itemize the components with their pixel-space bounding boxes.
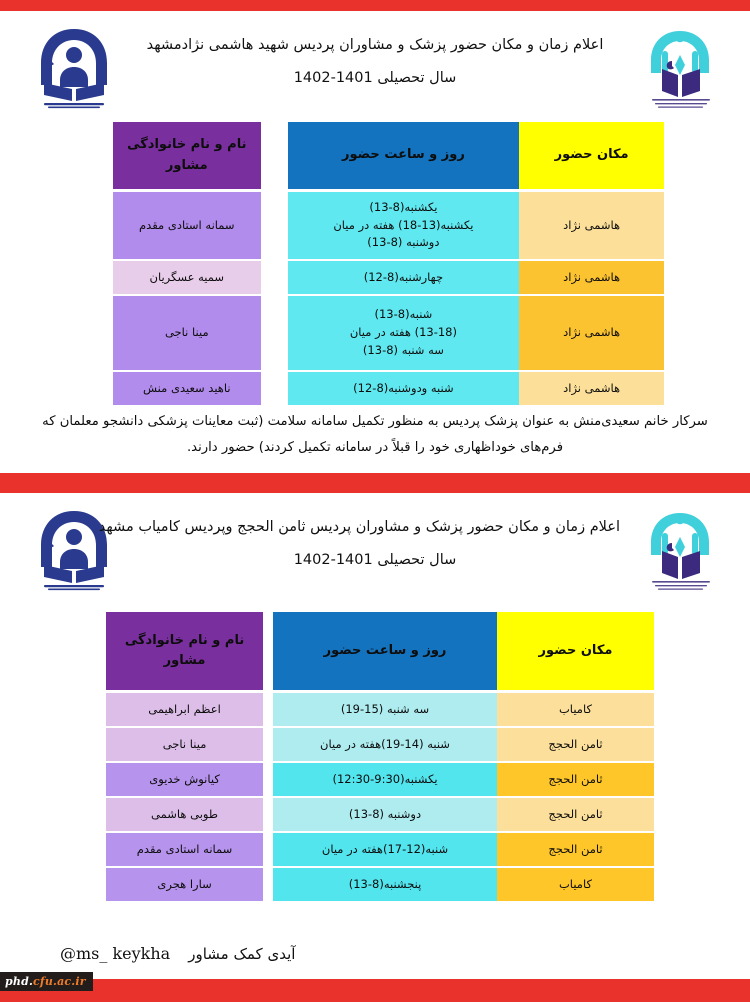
table-1-column-day-time bbox=[288, 122, 520, 407]
table-row: ثامن الحجج bbox=[497, 728, 654, 761]
table-row: سمانه استادی مقدم bbox=[113, 192, 261, 259]
table-row: یکشنبه(9:30-12:30) bbox=[273, 763, 497, 796]
table-row bbox=[288, 296, 520, 370]
table-row: سارا هجری bbox=[106, 868, 263, 901]
table-2-header-time: روز و ساعت حضور bbox=[273, 612, 497, 690]
table-row: شنبه (14-19)هفته در میان bbox=[273, 728, 497, 761]
table-row: هاشمی نژاد bbox=[519, 296, 664, 370]
table-row: طوبی هاشمی bbox=[106, 798, 263, 831]
table-row: شنبه(12-17)هفته در میان bbox=[273, 833, 497, 866]
time-line: (13-18) هفته در میان bbox=[349, 325, 457, 340]
schedule-table-2 bbox=[96, 612, 654, 903]
table-row bbox=[288, 192, 520, 259]
table-2-header-name: نام و نام خانوادگی مشاور bbox=[106, 612, 263, 690]
contact-label: آیدی کمک مشاور bbox=[188, 945, 296, 963]
time-line: شنبه(8-13) bbox=[374, 307, 433, 322]
table-row: ثامن الحجج bbox=[497, 833, 654, 866]
section-1-title-line-2: سال تحصیلی 1401-1402 bbox=[293, 70, 457, 87]
table-row: اعظم ابراهیمی bbox=[106, 693, 263, 726]
table-row: ثامن الحجج bbox=[497, 798, 654, 831]
table-2-header-place: مکان حضور bbox=[497, 612, 654, 690]
watermark-domain: cfu.ac.ir bbox=[33, 975, 86, 988]
watermark-prefix: phd. bbox=[5, 975, 34, 988]
table-row: دوشنبه (8-13) bbox=[273, 798, 497, 831]
table-row: هاشمی نژاد bbox=[519, 261, 664, 294]
counselor-contact-line bbox=[60, 944, 295, 963]
red-bar-top bbox=[0, 0, 750, 11]
farhangian-university-logo bbox=[28, 25, 120, 111]
table-1-column-counselor-name bbox=[113, 122, 261, 407]
table-row: هاشمی نژاد bbox=[519, 192, 664, 259]
table-row: چهارشنبه(8-12) bbox=[288, 261, 520, 294]
section-2-title-line-1: اعلام زمان و مکان حضور پزشک و مشاوران پردیس ثامن الحجج وپردیس کامیاب مشهد bbox=[98, 519, 620, 535]
section-1-header-band bbox=[0, 11, 750, 111]
red-bar-separator bbox=[0, 473, 750, 493]
table-row: شنبه ودوشنبه(8-12) bbox=[288, 372, 520, 405]
schedule-section-hashemi-nejad bbox=[0, 11, 750, 473]
table-2-column-counselor-name bbox=[106, 612, 263, 903]
section-1-note: سرکار خانم سعیدی‌منش به عنوان پزشک پردیس به منظور تکمیل سامانه سلامت (ثبت معاینات پزشکی دانشجو معلمان که فرم‌های خوداظهاری خود را قبلاً در سامانه تکمیل کردند) حضور دارند. bbox=[42, 414, 708, 455]
schedule-table-1 bbox=[86, 122, 664, 407]
table-row: هاشمی نژاد bbox=[519, 372, 664, 405]
time-line: یکشنبه(13-18) هفته در میان bbox=[333, 217, 474, 232]
table-1-header-name: نام و نام خانوادگی مشاور bbox=[113, 122, 261, 189]
section-1-title bbox=[130, 35, 620, 89]
section-2-title bbox=[98, 517, 620, 571]
section-2-title-line-2: سال تحصیلی 1401-1402 bbox=[293, 552, 457, 569]
table-row: سمانه استادی مقدم bbox=[106, 833, 263, 866]
telegram-handle[interactable]: @ms_ keykha bbox=[60, 944, 171, 963]
site-watermark bbox=[0, 972, 93, 991]
table-row: ثامن الحجج bbox=[497, 763, 654, 796]
section-1-title-line-1: اعلام زمان و مکان حضور پزشک و مشاوران پردیس شهید هاشمی نژادمشهد bbox=[146, 37, 604, 53]
table-row: مینا ناجی bbox=[113, 296, 261, 370]
section-2-header-band bbox=[0, 493, 750, 593]
table-row: مینا ناجی bbox=[106, 728, 263, 761]
table-row: کامیاب bbox=[497, 693, 654, 726]
table-1-column-place bbox=[519, 122, 664, 407]
table-row: کامیاب bbox=[497, 868, 654, 901]
education-department-logo bbox=[632, 25, 728, 113]
table-row: پنجشنبه(8-13) bbox=[273, 868, 497, 901]
table-row: سمیه عسگریان bbox=[113, 261, 261, 294]
table-row: ناهید سعیدی منش bbox=[113, 372, 261, 405]
table-1-header-place: مکان حضور bbox=[519, 122, 664, 189]
red-bar-bottom bbox=[0, 979, 750, 1002]
table-2-column-place bbox=[497, 612, 654, 903]
education-department-logo bbox=[632, 507, 728, 595]
table-row: کیانوش خدیوی bbox=[106, 763, 263, 796]
table-2-column-day-time bbox=[273, 612, 497, 903]
time-line: دوشنبه (8-13) bbox=[367, 235, 440, 250]
time-line: سه شنبه (8-13) bbox=[362, 342, 444, 357]
time-line: یکشنبه(8-13) bbox=[369, 199, 438, 214]
table-1-header-time: روز و ساعت حضور bbox=[288, 122, 520, 189]
table-row: سه شنبه (15-19) bbox=[273, 693, 497, 726]
